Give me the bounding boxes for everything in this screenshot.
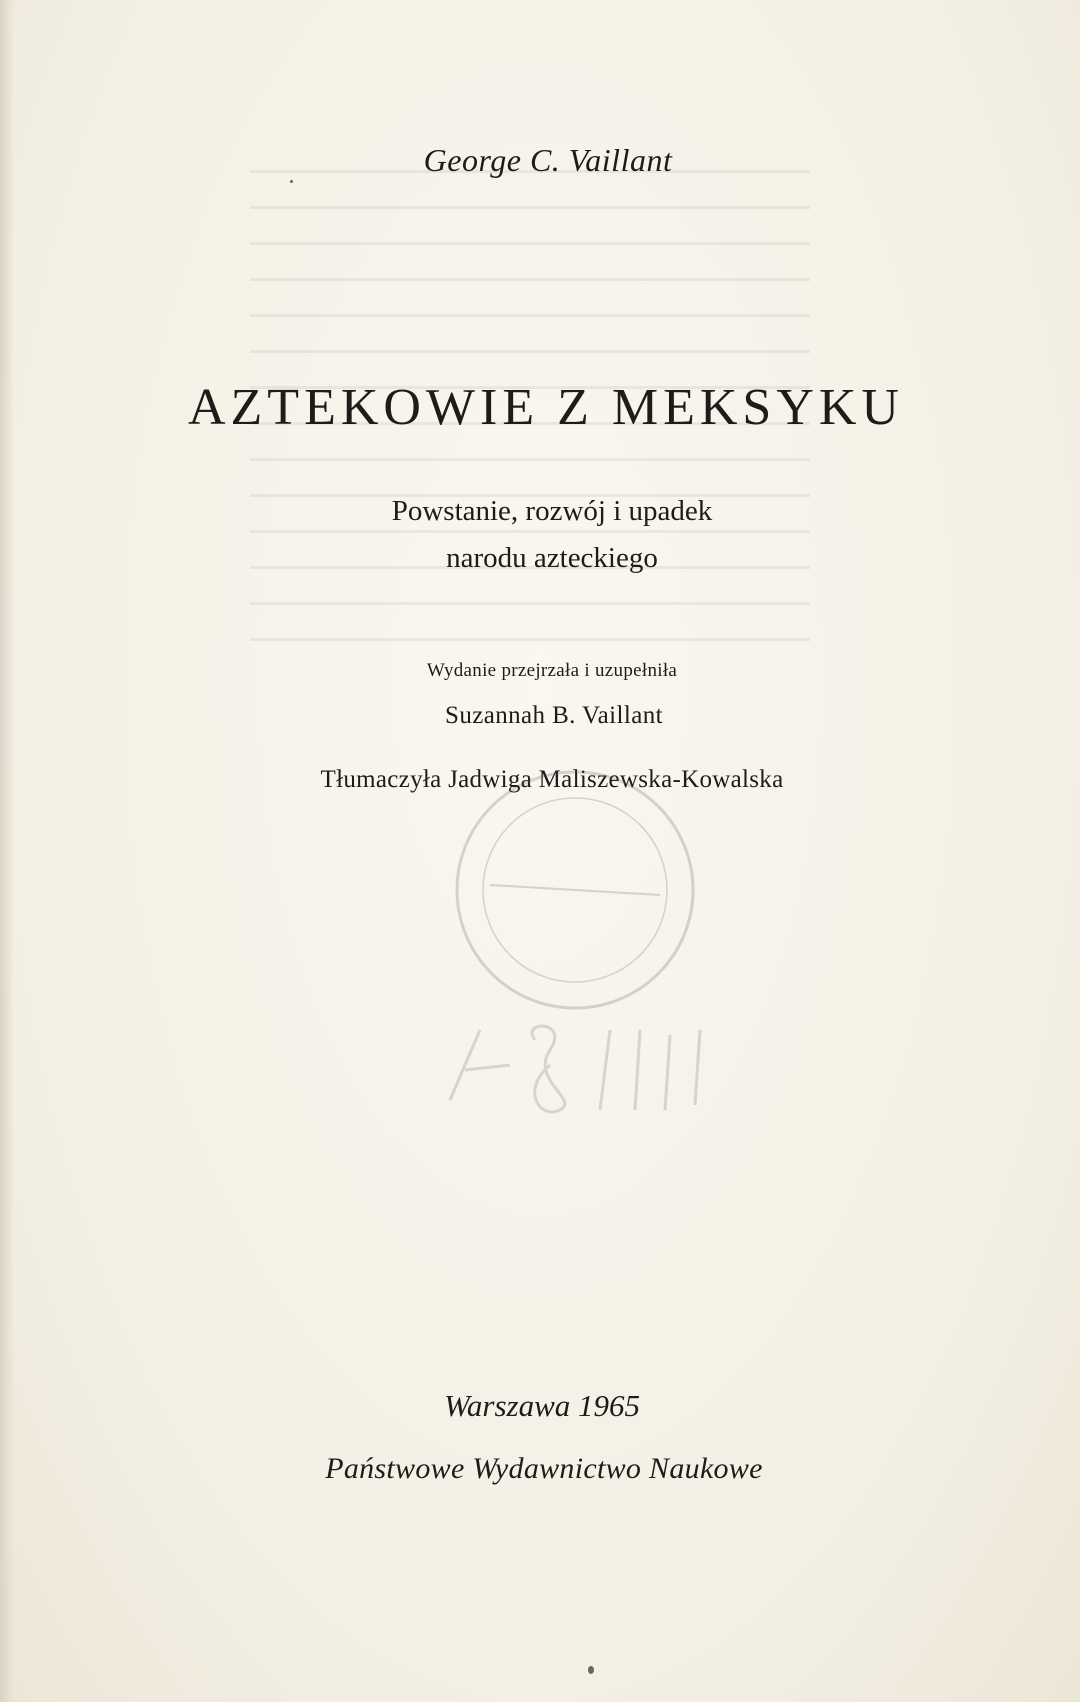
edition-note: Wydanie przejrzała i uzupełniła [426,660,678,681]
translator-credit: Tłumaczyła Jadwiga Maliszewska-Kowalska [320,766,784,793]
ink-speck [290,180,293,183]
publisher-name: Państwowe Wydawnictwo Naukowe [325,1452,763,1485]
library-stamp-icon [430,770,720,1020]
ink-speck [588,1666,594,1674]
subtitle-line-1: Powstanie, rozwój i upadek [391,495,713,527]
book-title: AZTEKOWIE Z MEKSYKU [187,379,904,436]
author-name: George C. Vaillant [423,142,673,178]
editor-name: Suzannah B. Vaillant [445,702,663,729]
page-edge-shadow [0,0,14,1702]
handwritten-mark-icon [440,1010,760,1120]
publication-place-year: Warszawa 1965 [443,1388,641,1423]
subtitle-line-2: narodu azteckiego [446,542,658,574]
